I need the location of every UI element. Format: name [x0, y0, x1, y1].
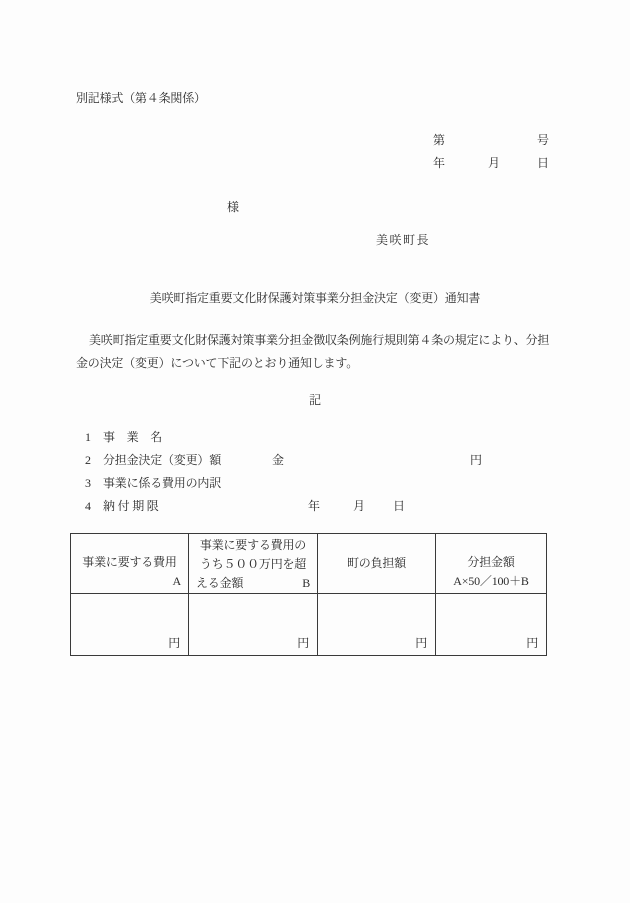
value-cell-project-cost [71, 594, 189, 656]
value-cell-excess-amount [189, 594, 318, 656]
list-item3-label-cost-breakdown: 事業に係る費用の内訳 [103, 476, 222, 490]
payment-deadline-month-label: 月 [353, 499, 365, 513]
yen-unit-label: 円 [297, 636, 309, 650]
payment-deadline-day-label: 日 [393, 499, 405, 513]
cost-breakdown-table [70, 533, 547, 656]
header-project-cost [71, 534, 189, 594]
list-item1-number: 1 [85, 430, 91, 444]
body-text-line1: 美咲町指定重要文化財保護対策事業分担金徴収条例施行規則第４条の規定により、分担 [89, 333, 550, 347]
issue-date-day-label: 日 [537, 156, 549, 170]
issue-date-month-label: 月 [488, 156, 500, 170]
body-text-line2: 金の決定（変更）について下記のとおり通知します。 [76, 356, 359, 370]
doc-number-suffix: 号 [537, 133, 549, 147]
sender-title: 美咲町長 [376, 233, 431, 247]
header-excess-title-line2: うち５００万円を超 [199, 557, 307, 571]
yen-unit-label: 円 [526, 636, 538, 650]
yen-unit-label: 円 [168, 636, 180, 650]
issue-date-year-label: 年 [433, 156, 445, 170]
header-town-burden-title: 町の負担額 [346, 556, 406, 570]
value-cell-share-amount [436, 594, 547, 656]
header-share-amount [436, 534, 547, 594]
header-project-cost-code: A [172, 574, 181, 588]
table-header-row [71, 534, 547, 594]
header-project-cost-title: 事業に要する費用 [82, 555, 177, 569]
record-marker: 記 [309, 393, 321, 407]
header-share-amount-formula: A×50／100＋B [453, 574, 529, 588]
header-excess-over-5m [189, 534, 318, 594]
value-cell-town-burden [318, 594, 436, 656]
doc-number-prefix: 第 [433, 133, 445, 147]
header-share-amount-title: 分担金額 [467, 555, 515, 569]
list-item3-number: 3 [85, 476, 91, 490]
form-style-label: 別記様式（第４条関係） [76, 91, 206, 105]
list-item2-number: 2 [85, 453, 91, 467]
payment-deadline-year-label: 年 [308, 499, 320, 513]
list-item2-currency-suffix: 円 [470, 453, 482, 467]
list-item2-label-share-amount: 分担金決定（変更）額 [103, 453, 222, 467]
document-title: 美咲町指定重要文化財保護対策事業分担金決定（変更）通知書 [149, 291, 481, 305]
addressee-honorific: 様 [227, 200, 239, 214]
yen-unit-label: 円 [415, 636, 427, 650]
table-value-row [71, 594, 547, 656]
header-excess-code: B [302, 576, 310, 590]
list-item2-currency-prefix: 金 [272, 453, 284, 467]
header-excess-title-line3: える金額 [196, 576, 244, 590]
header-town-burden [318, 534, 436, 594]
list-item4-number: 4 [85, 499, 91, 513]
header-excess-title-line1: 事業に要する費用の [199, 538, 307, 552]
list-item1-label-project-name: 事 業 名 [103, 430, 163, 444]
list-item4-label-payment-deadline: 納 付 期 限 [103, 499, 159, 513]
